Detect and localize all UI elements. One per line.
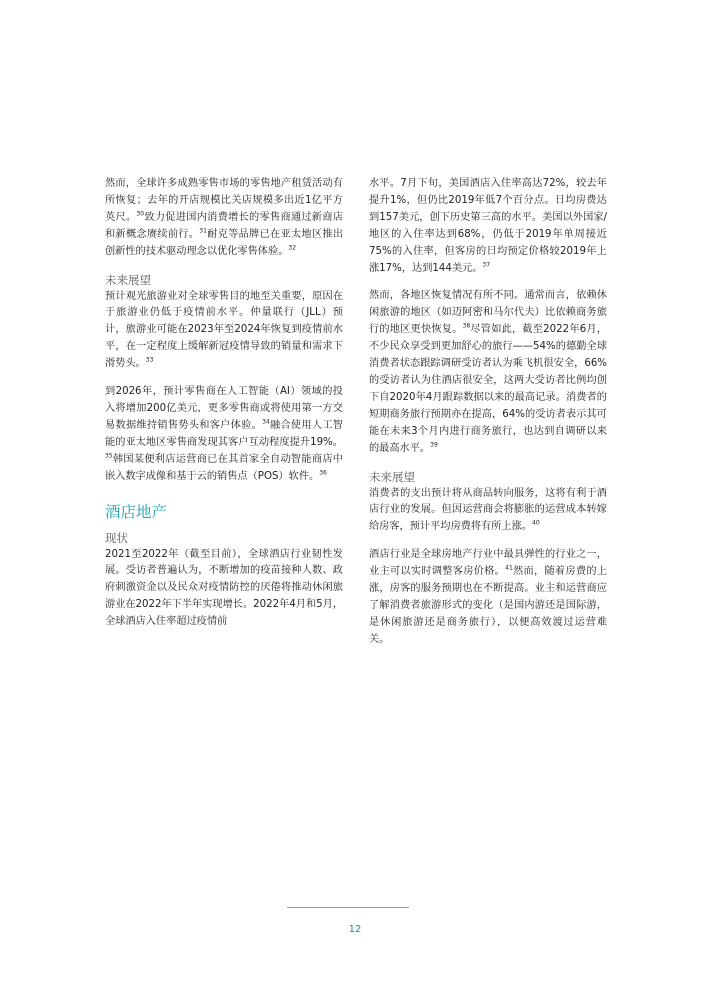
footnote-ref: 39 <box>430 441 438 449</box>
paragraph: 水平。7月下旬，美国酒店入住率高达72%，较去年提升1%，但仍比2019年低7个百分点。日均房费达到157美元，创下历史第三高的水平。美国以外国家/地区的入住率达到68%，仍低于2019年单周接近75%的入住率，但客房的日均预定价格较2019年上涨17%，达到144美元。$^{37}$ <box>369 178 607 274</box>
paragraph: 2021至2022年（截至目前），全球酒店行业韧性发展。受访者普遍认为，不断增加的疫苗接种人数、政府刺激资金以及民众对疫情防控的厌倦将推动休闲旅游业在2022年下半年实现增长。2022年4月和5月，全球酒店入住率超过疫情前 <box>105 548 344 628</box>
paragraph: 然而，各地区恢复情况有所不同。通常而言，依赖休闲旅游的地区（如迈阿密和马尔代夫）比依赖商务旅行的地区更快恢复。$^{38}$尽管如此，截至2022年6月，不少民众享受到更加舒心的旅行——54%的德勤全球消费者状态跟踪调研受访者认为乘飞机很安全，66%的受访者认为住酒店很安全，这两大受访者比例均创下自2020年4月跟踪数据以来的最高记录。消费者的短期商务旅行预期亦在提高，64%的受访者表示其可能在未来3个月内进行商务旅行，也达到自调研以来的最高水平。$^{39}$ <box>369 290 607 454</box>
footnote-ref: 34 <box>262 418 270 426</box>
subheading-outlook: 未来展望 <box>369 469 415 484</box>
paragraph: 预计观光旅游业对全球零售目的地至关重要，原因在于旅游业仍低于疫情前水平。仲量联行（JLL）预计，旅游业可能在2023年至2024年恢复到疫情前水平，在一定程度上缓解新冠疫情导致的销量和需求下滑势头。$^{33}$ <box>105 290 343 370</box>
subheading-outlook: 未来展望 <box>105 272 151 287</box>
paragraph: 酒店行业是全球房地产行业中最具弹性的行业之一，业主可以实时调整客房价格。$^{41}$然而，随着房费的上涨，房客的服务预期也在不断提高。业主和运营商应了解消费者旅游形式的变化（是国内游还是国际游，是休闲旅游还是商务旅行），以便高效渡过运营难关。 <box>369 549 608 645</box>
footnote-ref: 37 <box>482 261 491 269</box>
footer-divider <box>287 907 409 908</box>
footnote-ref: 38 <box>462 322 471 330</box>
paragraph: 消费者的支出预计将从商品转向服务，这将有利于酒店行业的发展。但因运营商会将膨胀的运营成本转嫁给房客，预计平均房费将有所上涨。$^{40}$ <box>369 487 607 533</box>
right-column <box>369 176 607 660</box>
page-number: 12 <box>348 924 362 935</box>
footnote-ref: 30 <box>136 210 145 218</box>
footnote-ref: 31 <box>199 227 207 235</box>
footnote-ref: 41 <box>505 564 513 572</box>
paragraph: 然而，全球许多成熟零售市场的零售地产租赁活动有所恢复；去年的开店规模比关店规模多出近1亿平方英尺。$^{30}$致力促进国内消费增长的零售商通过新商店和新概念赓续前行。$^{31}$耐克等品牌已在亚太地区推出创新性的技术驱动理念以优化零售体验。$^{32}$ <box>105 178 344 257</box>
section-title: 酒店地产 <box>105 502 168 521</box>
footnote-ref: 36 <box>319 469 327 477</box>
subheading-status: 现状 <box>105 530 128 545</box>
footnote-ref: 35 <box>105 452 113 460</box>
footnote-ref: 40 <box>532 519 540 527</box>
left-column <box>105 176 343 642</box>
footnote-ref: 33 <box>145 356 154 364</box>
footnote-ref: 32 <box>288 244 297 252</box>
paragraph: 到2026年，预计零售商在人工智能（AI）领域的投入将增加200亿美元，更多零售商或将使用第一方交易数据维持销售势头和客户体验。$^{34}$融合使用人工智能的亚太地区零售商发现其客户互动程度提升19%。$^{35}$韩国某便利店运营商已在其首家全自动智能商店中嵌入数字成像和基于云的销售点（POS）软件。$^{36}$ <box>105 386 343 482</box>
